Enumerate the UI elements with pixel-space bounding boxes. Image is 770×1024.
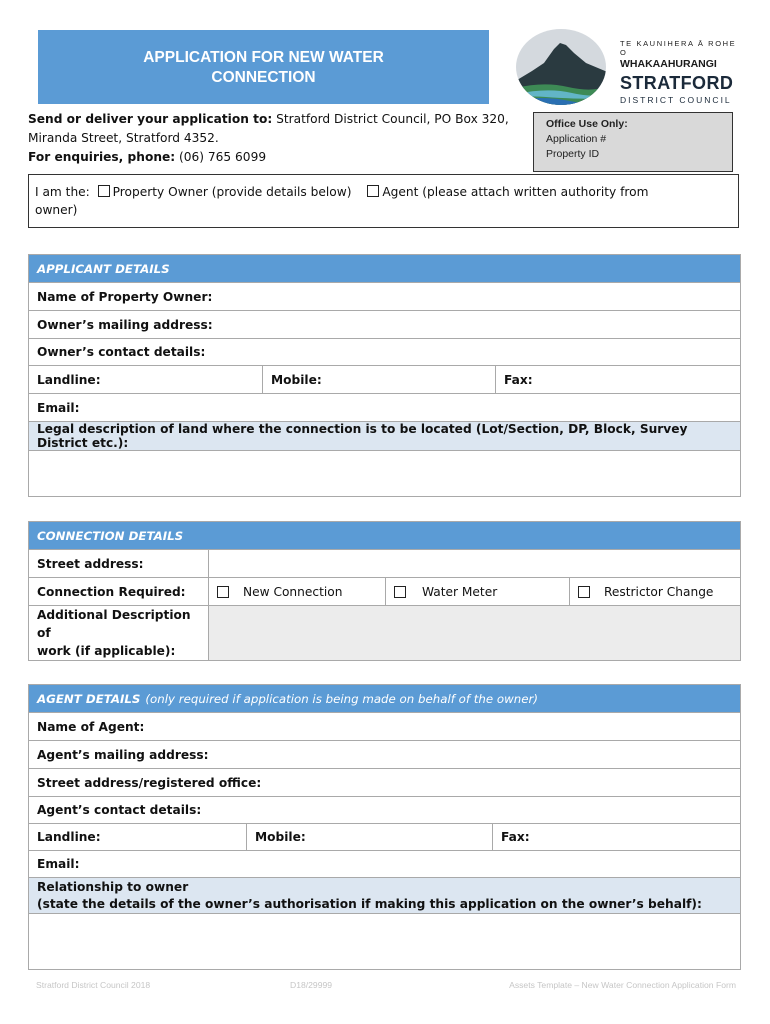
relationship-row — [29, 877, 740, 913]
footer-center: D18/29999 — [290, 980, 333, 990]
owner-fax-label: Fax: — [504, 372, 533, 387]
water-meter-option[interactable] — [385, 578, 569, 605]
agent-mailing-row[interactable] — [29, 740, 740, 768]
enquiry-label: For enquiries, phone: — [28, 150, 176, 164]
agent-email-row[interactable] — [29, 850, 740, 877]
relationship-line2: (state the details of the owner’s authorisation if making this application on the owner’s behalf): — [37, 896, 702, 911]
additional-description-line1: Additional Description of — [37, 608, 191, 640]
connection-details-heading: CONNECTION DETAILS — [29, 522, 740, 549]
send-instructions — [28, 110, 513, 167]
owner-contact-label: Owner’s contact details: — [37, 345, 206, 359]
agent-option-label: Agent (please attach written authority from — [382, 185, 649, 199]
owner-mailing-label: Owner’s mailing address: — [37, 317, 213, 332]
relationship-line1: Relationship to owner — [37, 879, 189, 894]
water-meter-checkbox[interactable] — [394, 586, 406, 598]
send-address-1: Stratford District Council, PO Box 320, — [272, 112, 509, 126]
owner-phone-row — [29, 365, 740, 393]
agent-street-row[interactable] — [29, 768, 740, 796]
street-address-row — [29, 549, 740, 577]
owner-email-label: Email: — [37, 400, 80, 415]
agent-details-note: (only required if application is being made on behalf of the owner) — [145, 691, 538, 706]
agent-contact-row — [29, 796, 740, 823]
owner-mailing-row[interactable] — [29, 310, 740, 338]
agent-details-title: AGENT DETAILS — [37, 691, 141, 706]
owner-mobile-label: Mobile: — [271, 372, 322, 387]
street-address-field[interactable] — [208, 550, 740, 577]
office-application-number: Application # — [546, 133, 607, 145]
owner-checkbox[interactable] — [98, 185, 110, 197]
connection-details-section — [28, 521, 741, 661]
owner-landline-label: Landline: — [37, 372, 101, 387]
agent-fax-field[interactable] — [492, 824, 740, 850]
owner-name-row[interactable] — [29, 282, 740, 310]
applicant-type-box — [28, 174, 739, 228]
enquiry-phone: (06) 765 6099 — [175, 150, 267, 164]
logo-maori-line: TE KAUNIHERA Ā ROHE O — [620, 39, 737, 57]
send-label: Send or deliver your application to: — [28, 112, 273, 126]
agent-email-label: Email: — [37, 857, 80, 871]
logo-stratford: STRATFORD — [620, 73, 734, 93]
agent-contact-label: Agent’s contact details: — [37, 803, 202, 817]
legal-description-field[interactable] — [29, 450, 740, 496]
agent-name-row[interactable] — [29, 712, 740, 740]
agent-checkbox[interactable] — [367, 185, 379, 197]
applicant-details-section — [28, 254, 741, 497]
form-title-line1: APPLICATION FOR NEW WATER — [143, 49, 384, 66]
mountain-logo-icon — [512, 27, 610, 107]
agent-mailing-label: Agent’s mailing address: — [37, 747, 209, 762]
council-logo — [512, 27, 744, 107]
agent-mobile-field[interactable] — [246, 824, 492, 850]
applicant-details-heading: APPLICANT DETAILS — [29, 255, 740, 282]
additional-description-label — [29, 606, 208, 660]
office-property-id: Property ID — [546, 148, 600, 160]
agent-details-section — [28, 684, 741, 970]
agent-street-label: Street address/registered office: — [37, 775, 262, 790]
restrictor-change-option[interactable] — [569, 578, 740, 605]
relationship-field[interactable] — [29, 913, 740, 967]
form-title-line2: CONNECTION — [211, 69, 316, 86]
owner-name-label: Name of Property Owner: — [37, 289, 213, 304]
owner-email-row[interactable] — [29, 393, 740, 421]
footer-right: Assets Template – New Water Connection Application Form — [509, 980, 736, 990]
new-connection-option[interactable] — [208, 578, 385, 605]
agent-phone-row — [29, 823, 740, 850]
agent-option-label-cont: owner) — [35, 203, 78, 217]
connection-required-label: Connection Required: — [37, 584, 186, 599]
owner-fax-field[interactable] — [495, 366, 740, 393]
relationship-label — [29, 878, 710, 913]
water-meter-label: Water Meter — [422, 584, 498, 599]
office-use-box — [533, 112, 733, 172]
footer-left: Stratford District Council 2018 — [36, 980, 151, 990]
form-title — [38, 30, 489, 104]
additional-description-line2: work (if applicable): — [37, 644, 176, 658]
send-address-2: Miranda Street, Stratford 4352. — [28, 131, 219, 145]
connection-required-row — [29, 577, 740, 605]
new-connection-label: New Connection — [243, 584, 343, 599]
owner-option-label: Property Owner (provide details below) — [112, 185, 352, 199]
legal-description-label: Legal description of land where the connection is to be located (Lot/Section, DP, Block, Survey District etc.): — [37, 422, 688, 450]
owner-landline-field[interactable] — [29, 366, 262, 393]
logo-district-council: DISTRICT COUNCIL — [620, 95, 732, 105]
logo-whakaahurangi: WHAKAAHURANGI — [620, 58, 717, 70]
agent-landline-label: Landline: — [37, 830, 101, 844]
additional-description-row — [29, 605, 740, 660]
street-address-label: Street address: — [37, 556, 144, 571]
owner-contact-row — [29, 338, 740, 365]
office-use-heading: Office Use Only: — [546, 118, 628, 130]
legal-description-row — [29, 421, 740, 450]
agent-details-heading — [29, 685, 740, 712]
agent-fax-label: Fax: — [501, 830, 530, 844]
applicant-type-prefix: I am the: — [35, 185, 90, 199]
additional-description-field[interactable] — [208, 606, 740, 660]
agent-landline-field[interactable] — [29, 824, 246, 850]
owner-mobile-field[interactable] — [262, 366, 495, 393]
agent-name-label: Name of Agent: — [37, 719, 145, 734]
restrictor-change-label: Restrictor Change — [604, 584, 714, 599]
agent-mobile-label: Mobile: — [255, 830, 306, 844]
new-connection-checkbox[interactable] — [217, 586, 229, 598]
restrictor-change-checkbox[interactable] — [578, 586, 590, 598]
